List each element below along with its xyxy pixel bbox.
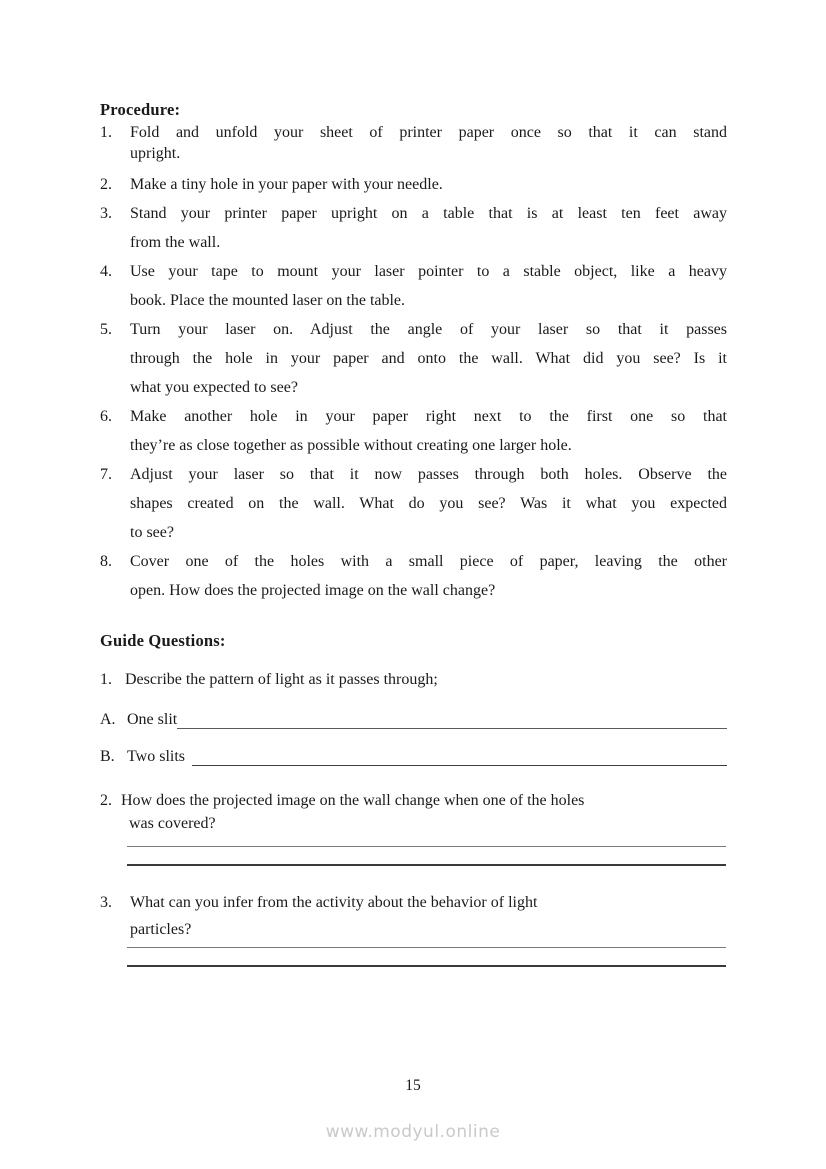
- text-line: Fold and unfold your sheet of printer paper once so that it can stand: [130, 124, 727, 141]
- question-text: [121, 789, 727, 835]
- question-text: [130, 889, 727, 943]
- item-number: 7.: [100, 466, 112, 483]
- answer-label: B.: [100, 748, 115, 765]
- item-number: 1.: [100, 124, 112, 141]
- text-line: through the hole in your paper and onto the wall. What did you see? Is it: [130, 350, 727, 367]
- item-number: 8.: [100, 553, 112, 570]
- item-number: 2.: [100, 176, 112, 193]
- question-number: 1.: [100, 671, 112, 688]
- text-line: particles?: [130, 921, 192, 938]
- question-text: [125, 670, 727, 690]
- text-line: Turn your laser on. Adjust the angle of your laser so that it passes: [130, 321, 727, 338]
- procedure-item: [100, 257, 727, 315]
- answer-row-b: [100, 747, 727, 766]
- answer-row-a: [100, 710, 727, 729]
- text-line: open. How does the projected image on the wall change?: [130, 582, 496, 599]
- text-line: Cover one of the holes with a small piece of paper, leaving the other: [130, 553, 727, 570]
- item-lines: [130, 402, 727, 460]
- text-line: Stand your printer paper upright on a table that is at least ten feet away: [130, 205, 727, 222]
- question-2: [100, 789, 727, 835]
- text-line: was covered?: [129, 815, 216, 832]
- text-line: Describe the pattern of light as it passes through;: [125, 671, 438, 688]
- text-line: they’re as close together as possible without creating one larger hole.: [130, 437, 572, 454]
- answer-label: A.: [100, 711, 116, 728]
- question-3: [100, 889, 727, 943]
- procedure-item: [100, 402, 727, 460]
- answer-blank-line: [127, 864, 726, 866]
- procedure-list: [100, 122, 727, 605]
- procedure-item: [100, 315, 727, 402]
- question-number: 3.: [100, 894, 112, 911]
- text-line: Make a tiny hole in your paper with your needle.: [130, 176, 443, 193]
- answer-text: One slit: [127, 711, 178, 728]
- procedure-item: [100, 122, 727, 164]
- item-lines: [130, 315, 727, 402]
- procedure-heading: Procedure:: [100, 100, 181, 119]
- guide-questions-heading: Guide Questions:: [100, 631, 226, 650]
- text-line: Use your tape to mount your laser pointer to a stable object, like a heavy: [130, 263, 727, 280]
- text-line: Adjust your laser so that it now passes through both holes. Observe the: [130, 466, 727, 483]
- item-lines: [130, 257, 727, 315]
- text-line: What can you infer from the activity about the behavior of light: [130, 894, 538, 911]
- text-line: book. Place the mounted laser on the table.: [130, 292, 406, 309]
- question-1: [100, 670, 727, 690]
- question-number: 2.: [100, 792, 112, 809]
- procedure-item: [100, 199, 727, 257]
- item-lines: [130, 170, 727, 199]
- procedure-item: [100, 460, 727, 547]
- answer-text: Two slits: [127, 748, 185, 765]
- answer-blank-line: [127, 846, 726, 847]
- answer-blank-line: [127, 965, 726, 967]
- text-line: shapes created on the wall. What do you see? Was it what you expected: [130, 495, 727, 512]
- item-number: 4.: [100, 263, 112, 280]
- page-number: 15: [405, 1077, 421, 1094]
- text-line: How does the projected image on the wall change when one of the holes: [121, 792, 585, 809]
- answer-blank-line: [127, 947, 726, 948]
- answer-blank-line: [177, 710, 727, 729]
- text-line: to see?: [130, 524, 174, 541]
- watermark: www.modyul.online: [325, 1122, 501, 1142]
- text-line: Make another hole in your paper right next to the first one so that: [130, 408, 727, 425]
- text-line: what you expected to see?: [130, 379, 298, 396]
- procedure-item: [100, 547, 727, 605]
- answer-blank-line: [192, 747, 727, 766]
- item-number: 5.: [100, 321, 112, 338]
- item-lines: [130, 547, 727, 605]
- text-line: from the wall.: [130, 234, 221, 251]
- procedure-item: [100, 170, 727, 199]
- item-lines: [130, 199, 727, 257]
- text-line: upright.: [130, 145, 181, 162]
- item-number: 3.: [100, 205, 112, 222]
- item-lines: [130, 122, 727, 164]
- item-lines: [130, 460, 727, 547]
- item-number: 6.: [100, 408, 112, 425]
